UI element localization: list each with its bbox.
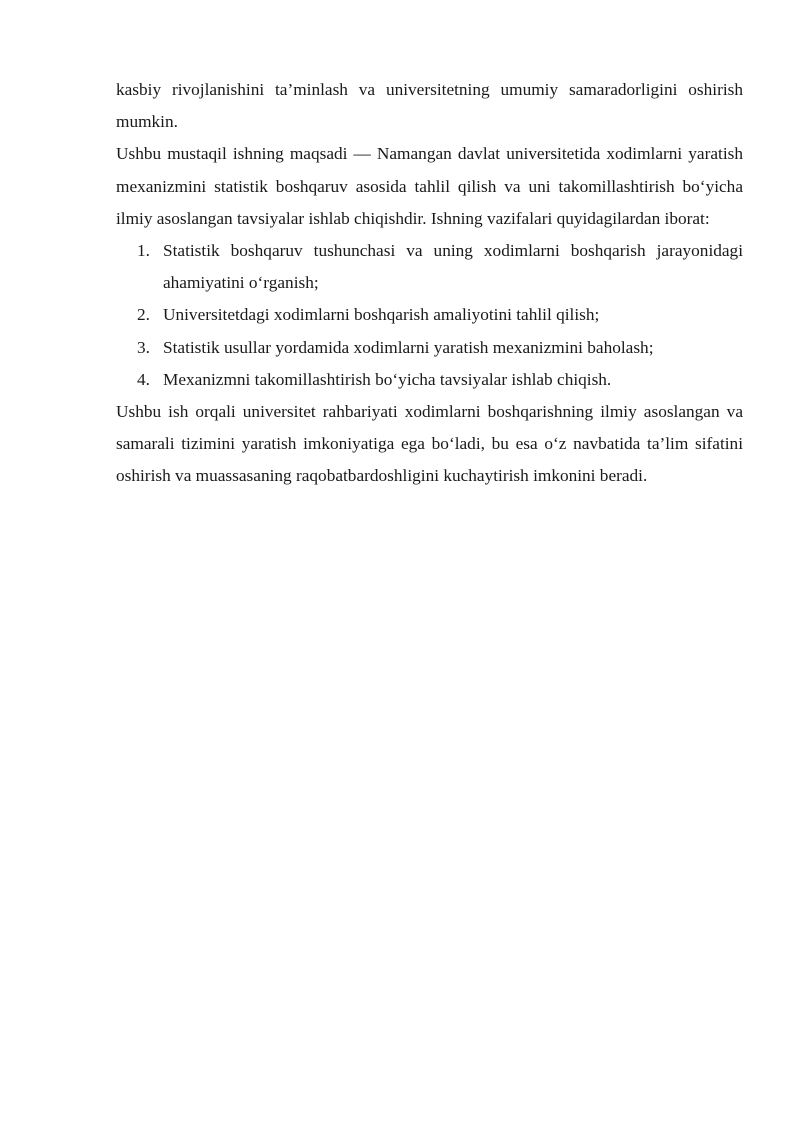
- list-item: [116, 235, 743, 299]
- list-item-text: Statistik boshqaruv tushunchasi va uning xodimlarni boshqarish jarayonidagi ahamiyatini o‘rganish;: [163, 241, 743, 293]
- list-item-number: 3.: [137, 337, 150, 357]
- paragraph-goal: Ushbu mustaqil ishning maqsadi — Namangan davlat universitetida xodimlarni yaratish mexanizmini statistik boshqaruv asosida tahlil qilish va uni takomillashtirish bo‘yicha ilmiy asoslangan tavsiyalar ishlab chiqishdir. Ishning vazifalari quyidagilardan iborat:: [116, 144, 743, 228]
- paragraph-conclusion: Ushbu ish orqali universitet rahbariyati xodimlarni boshqarishning ilmiy asoslangan va samarali tizimini yaratish imkoniyatiga ega bo‘ladi, bu esa o‘z navbatida ta’lim sifatini oshirish va muassasaning raqobatbardoshligini kuchaytirish imkonini beradi.: [116, 402, 743, 486]
- list-item-text: Statistik usullar yordamida xodimlarni yaratish mexanizmini baholash;: [163, 337, 654, 357]
- list-item: [116, 332, 743, 364]
- task-list: [116, 235, 743, 396]
- list-item-number: 2.: [137, 305, 150, 325]
- list-item-number: 4.: [137, 369, 150, 389]
- list-item-number: 1.: [137, 241, 150, 261]
- list-item-text: Mexanizmni takomillashtirish bo‘yicha tavsiyalar ishlab chiqish.: [163, 369, 612, 389]
- list-item: [116, 364, 743, 396]
- page-body: [116, 74, 743, 493]
- paragraph-continuation: kasbiy rivojlanishini ta’minlash va universitetning umumiy samaradorligini oshirish mumkin.: [116, 80, 743, 132]
- list-item-text: Universitetdagi xodimlarni boshqarish amaliyotini tahlil qilish;: [163, 305, 600, 325]
- list-item: [116, 299, 743, 331]
